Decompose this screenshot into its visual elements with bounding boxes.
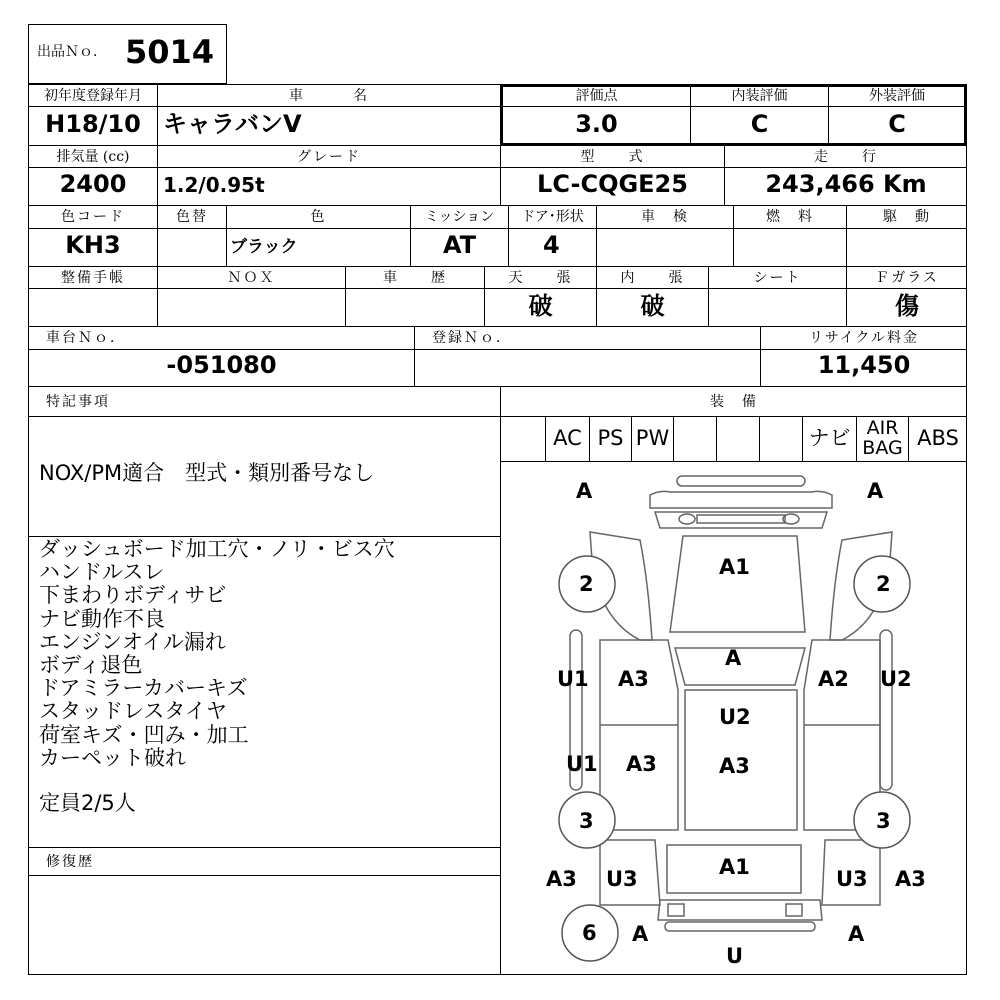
door-label: ドア･形状 (521, 209, 584, 225)
color-code-value: KH3 (65, 231, 121, 259)
repaint-label: 色替 (176, 209, 208, 225)
nox-label: ＮＯＸ (227, 270, 276, 286)
score-label: 評価点 (575, 88, 618, 104)
mark-tire-rr: 3 (876, 809, 891, 833)
mark-rear-left-u: U3 (606, 867, 638, 891)
mark-rear-left-a: A3 (546, 867, 577, 891)
interior-value: C (750, 110, 769, 138)
note-item: 下まわりボディサビ (39, 583, 227, 608)
mark-roof: U2 (719, 705, 751, 729)
note-item: ボディ退色 (39, 653, 143, 678)
car-name-value: キャラバンV (163, 110, 302, 138)
color-code-label: 色コード (61, 209, 125, 225)
mileage-value: 243,466 Km (765, 170, 927, 198)
mark-tire-fl: 2 (579, 572, 594, 596)
mark-windshield: A (725, 646, 742, 670)
history-label: 車 歴 (383, 270, 447, 286)
color-value: ブラック (230, 237, 298, 257)
equipment-pw: PW (635, 426, 670, 450)
mark-hood: A1 (719, 555, 750, 579)
door-value: 4 (543, 231, 560, 259)
special-notes-text: NOX/PM適合 型式・類別番号なし (39, 461, 375, 485)
mileage-label: 走 行 (814, 149, 878, 165)
special-notes-label: 特記事項 (46, 394, 110, 410)
mission-label: ミッション (424, 209, 495, 225)
mark-roof-rear: A3 (719, 754, 750, 778)
inner-label: 内 張 (620, 270, 685, 286)
mark-rear-bumper-right: A (848, 922, 865, 946)
mark-rear-bottom: U (726, 944, 744, 968)
note-item: エンジンオイル漏れ (39, 629, 226, 654)
drive-label: 駆 動 (883, 209, 931, 225)
equipment-airbag: AIR BAG (862, 417, 903, 459)
exterior-label: 外装評価 (869, 88, 925, 104)
note-item: ハンドルスレ (39, 560, 165, 585)
note-item: ダッシュボード加工穴・ノリ・ビス穴 (39, 537, 395, 561)
mark-spare: 6 (582, 921, 597, 945)
mark-left-lower-a: A3 (626, 752, 657, 776)
score-value: 3.0 (575, 110, 618, 138)
equipment-ac: AC (553, 426, 582, 450)
ceiling-value: 破 (528, 292, 553, 320)
mark-front-right: A (867, 479, 884, 503)
first-reg-label: 初年度登録年月 (44, 88, 142, 104)
equipment-abs: ABS (917, 426, 959, 450)
mark-left-upper-a: A3 (618, 667, 649, 691)
chassis-value: -051080 (166, 351, 277, 379)
note-item: ナビ動作不良 (39, 606, 165, 631)
mark-rear-panel: A1 (719, 855, 750, 879)
mark-rear-bumper-left: A (632, 922, 649, 946)
grade-label: グレード (297, 149, 361, 165)
displacement-value: 2400 (59, 170, 127, 198)
equipment-label: 装 備 (710, 394, 758, 410)
lot-number: 5014 (125, 33, 215, 71)
displacement-label: 排気量 (cc) (56, 149, 130, 165)
mission-value: AT (442, 231, 477, 259)
note-item: 荷室キズ・凹み・加工 (39, 722, 249, 747)
ceiling-label: 天 張 (508, 270, 573, 286)
exterior-value: C (888, 110, 906, 138)
note-item: スタッドレスタイヤ (39, 699, 227, 724)
glass-label: Ｆガラス (875, 270, 939, 286)
seat-label: シート (753, 270, 802, 286)
fuel-label: 燃 料 (766, 209, 814, 225)
mark-rear-right-u: U3 (836, 867, 868, 891)
mark-rear-right-a: A3 (895, 867, 926, 891)
model-value: LC-CQGE25 (537, 170, 688, 198)
inner-value: 破 (640, 292, 665, 320)
lot-label: 出品Ｎｏ． (37, 44, 107, 60)
chassis-label: 車台Ｎｏ． (46, 330, 126, 346)
mark-right-upper-u: U2 (880, 667, 912, 691)
mark-tire-fr: 2 (876, 572, 891, 596)
reg-no-label: 登録Ｎｏ． (432, 330, 512, 346)
mark-left-upper-u: U1 (557, 667, 589, 691)
model-label: 型 式 (580, 149, 645, 165)
glass-value: 傷 (895, 292, 919, 320)
mark-left-lower-u: U1 (566, 752, 598, 776)
maintenance-label: 整備手帳 (61, 270, 125, 286)
grade-value: 1.2/0.95t (163, 173, 265, 197)
repair-history-label: 修復歴 (46, 854, 94, 870)
first-reg-value: H18/10 (45, 110, 141, 138)
recycle-value: 11,450 (817, 351, 911, 379)
lot-number-box (28, 24, 227, 84)
notes-list (39, 538, 395, 770)
equipment-ps: PS (597, 426, 624, 450)
interior-label: 内装評価 (731, 88, 788, 104)
inspection-label: 車 検 (641, 209, 689, 225)
recycle-label: リサイクル料金 (808, 330, 920, 346)
color-label: 色 (310, 209, 327, 225)
mark-right-upper-a: A2 (818, 667, 849, 691)
capacity-note: 定員2/5人 (39, 791, 136, 815)
car-name-label: 車 名 (289, 88, 369, 104)
note-item: ドアミラーカバーキズ (39, 676, 248, 701)
mark-tire-rl: 3 (579, 809, 594, 833)
mark-front-left: A (576, 479, 593, 503)
equipment-navi: ナビ (808, 426, 851, 450)
note-item: カーペット破れ (39, 745, 186, 770)
